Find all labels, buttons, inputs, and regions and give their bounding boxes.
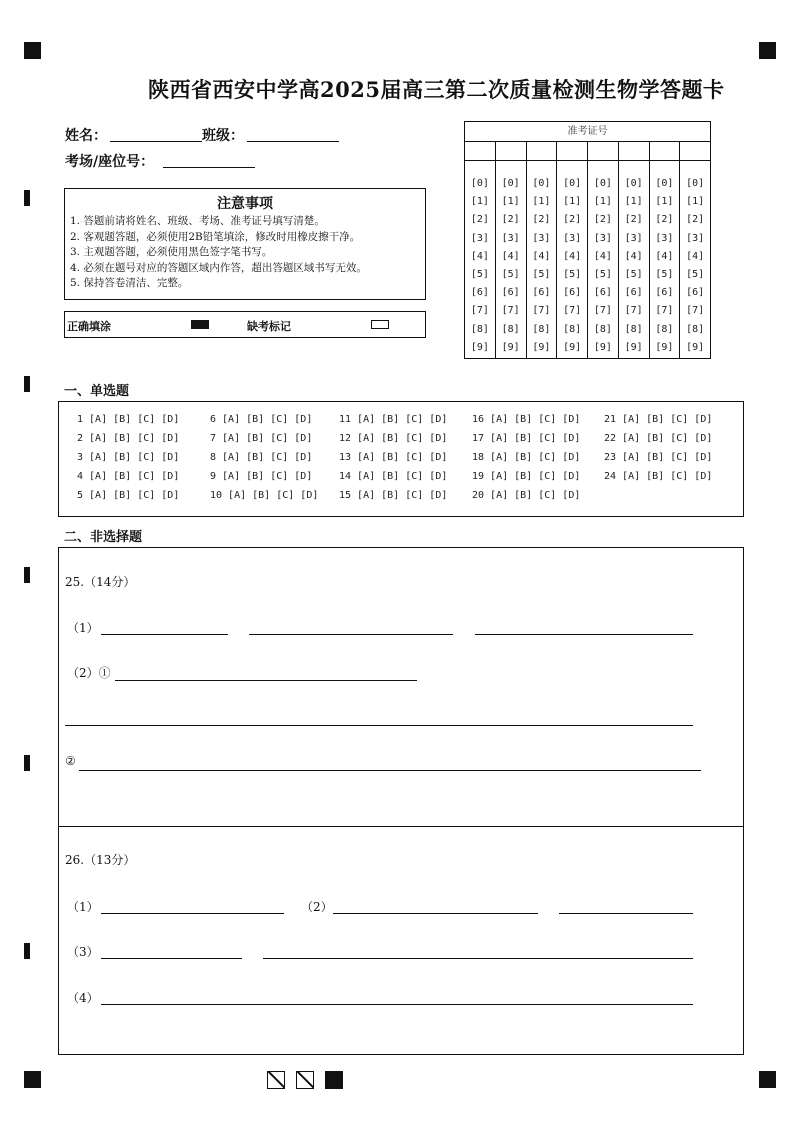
notice-item: 1. 答题前请将姓名、班级、考场、准考证号填写清楚。 <box>70 215 325 227</box>
admission-digit-option[interactable]: [8] <box>470 323 489 335</box>
admission-digit-option[interactable]: [9] <box>593 341 612 353</box>
timing-mark <box>24 943 30 959</box>
mc-question-22[interactable]: 22 [A] [B] [C] [D] <box>604 433 713 444</box>
q26-part3-blank[interactable] <box>101 958 242 959</box>
admission-digit-option[interactable]: [2] <box>655 214 674 226</box>
admission-digit-option[interactable]: [6] <box>532 287 551 299</box>
q26-heading: 26.（13分） <box>65 853 136 867</box>
admission-digit-option[interactable]: [8] <box>501 323 520 335</box>
admission-digit-option[interactable]: [6] <box>686 287 705 299</box>
admission-digit-option[interactable]: [2] <box>532 214 551 226</box>
admission-digit-option[interactable]: [1] <box>624 196 643 208</box>
timing-mark <box>24 376 30 392</box>
admission-digit-option[interactable]: [3] <box>655 232 674 244</box>
admission-number-grid <box>464 121 711 359</box>
q26-part2-blank[interactable] <box>559 913 693 914</box>
admission-digit-option[interactable]: [8] <box>593 323 612 335</box>
room-seat-field[interactable] <box>163 167 255 168</box>
mc-question-4[interactable]: 4 [A] [B] [C] [D] <box>77 471 180 482</box>
admission-digit-box[interactable] <box>465 142 495 161</box>
room-seat-label: 考场/座位号： <box>65 154 155 170</box>
mc-question-17[interactable]: 17 [A] [B] [C] [D] <box>472 433 581 444</box>
admission-digit-option[interactable]: [7] <box>624 305 643 317</box>
admission-digit-option[interactable]: [9] <box>563 341 582 353</box>
mc-question-10[interactable]: 10 [A] [B] [C] [D] <box>210 490 319 501</box>
admission-digit-box[interactable] <box>650 142 680 161</box>
timing-mark <box>24 567 30 583</box>
admission-digit-option[interactable]: [0] <box>563 178 582 189</box>
section2-title: 二、非选择题 <box>64 530 143 545</box>
admission-digit-option[interactable]: [0] <box>655 178 674 189</box>
correct-fill-sample <box>191 320 209 329</box>
q26-part4-blank[interactable] <box>101 1004 693 1005</box>
mc-question-19[interactable]: 19 [A] [B] [C] [D] <box>472 471 581 482</box>
q25-part2-blank[interactable] <box>65 725 693 726</box>
name-field[interactable] <box>110 141 202 142</box>
admission-column <box>588 142 619 358</box>
admission-digit-option[interactable]: [1] <box>655 196 674 208</box>
correct-fill-label: 正确填涂 <box>67 320 111 333</box>
page-title: 陕西省西安中学高2025届高三第二次质量检测生物学答题卡 <box>148 77 725 102</box>
question-25-area <box>58 547 744 827</box>
admission-column <box>557 142 588 358</box>
admission-digit-option[interactable]: [5] <box>686 268 705 280</box>
mc-question-6[interactable]: 6 [A] [B] [C] [D] <box>210 414 313 425</box>
admission-digit-option[interactable]: [5] <box>470 268 489 280</box>
q25-part2-blank[interactable] <box>115 680 417 681</box>
mc-question-7[interactable]: 7 [A] [B] [C] [D] <box>210 433 313 444</box>
admission-digit-option[interactable]: [8] <box>532 323 551 335</box>
admission-digit-option[interactable]: [4] <box>593 250 612 262</box>
q25-part2b-label: ② <box>65 754 76 768</box>
multiple-choice-area <box>58 401 744 517</box>
mc-question-15[interactable]: 15 [A] [B] [C] [D] <box>339 490 448 501</box>
mc-question-18[interactable]: 18 [A] [B] [C] [D] <box>472 452 581 463</box>
notice-box <box>64 188 426 300</box>
q25-part1-blank[interactable] <box>101 634 228 635</box>
admission-digit-option[interactable]: [3] <box>686 232 705 244</box>
q26-part4-label: （4） <box>67 991 99 1005</box>
admission-digit-option[interactable]: [2] <box>501 214 520 226</box>
q25-heading: 25.（14分） <box>65 575 136 589</box>
admission-digit-option[interactable]: [5] <box>532 268 551 280</box>
fill-legend <box>64 311 426 338</box>
corner-mark-top-left <box>24 42 41 59</box>
admission-digit-option[interactable]: [8] <box>655 323 674 335</box>
mc-question-1[interactable]: 1 [A] [B] [C] [D] <box>77 414 180 425</box>
admission-digit-option[interactable]: [5] <box>501 268 520 280</box>
admission-digit-option[interactable]: [3] <box>624 232 643 244</box>
admission-digit-option[interactable]: [2] <box>593 214 612 226</box>
admission-digit-option[interactable]: [6] <box>655 287 674 299</box>
admission-digit-option[interactable]: [4] <box>501 250 520 262</box>
admission-digit-option[interactable]: [9] <box>470 341 489 353</box>
class-field[interactable] <box>247 141 339 142</box>
mc-question-5[interactable]: 5 [A] [B] [C] [D] <box>77 490 180 501</box>
admission-digit-box[interactable] <box>680 142 710 161</box>
admission-digit-option[interactable]: [4] <box>655 250 674 262</box>
admission-digit-option[interactable]: [0] <box>532 178 551 189</box>
admission-digit-option[interactable]: [1] <box>563 196 582 208</box>
admission-digit-option[interactable]: [1] <box>686 196 705 208</box>
admission-digit-option[interactable]: [6] <box>501 287 520 299</box>
q26-part1-label: （1） <box>67 900 99 914</box>
mc-question-16[interactable]: 16 [A] [B] [C] [D] <box>472 414 581 425</box>
admission-column <box>496 142 527 358</box>
admission-digit-option[interactable]: [2] <box>686 214 705 226</box>
admission-digit-option[interactable]: [4] <box>686 250 705 262</box>
admission-column <box>680 142 710 358</box>
admission-digit-option[interactable]: [4] <box>532 250 551 262</box>
admission-digit-option[interactable]: [9] <box>532 341 551 353</box>
admission-digit-option[interactable]: [0] <box>470 178 489 189</box>
notice-item: 5. 保持答卷清洁、完整。 <box>70 277 189 290</box>
admission-column <box>465 142 496 358</box>
admission-digit-option[interactable]: [5] <box>624 268 643 280</box>
admission-digit-option[interactable]: [1] <box>470 196 489 208</box>
mc-question-21[interactable]: 21 [A] [B] [C] [D] <box>604 414 713 425</box>
notice-item: 4. 必须在题号对应的答题区域内作答，超出答题区域书写无效。 <box>70 261 367 274</box>
admission-digit-option[interactable]: [9] <box>686 341 705 353</box>
admission-digit-option[interactable]: [7] <box>593 305 612 317</box>
admission-digit-option[interactable]: [0] <box>593 178 612 189</box>
q25-part1-label: （1） <box>67 621 99 635</box>
q26-part2-label: （2） <box>301 900 333 914</box>
name-label: 姓名： <box>65 128 107 144</box>
admission-digit-option[interactable]: [0] <box>686 178 705 189</box>
page-code-mark <box>267 1071 285 1089</box>
mc-question-2[interactable]: 2 [A] [B] [C] [D] <box>77 433 180 444</box>
admission-digit-box[interactable] <box>527 142 557 161</box>
admission-digit-option[interactable]: [1] <box>501 196 520 208</box>
corner-mark-top-right <box>759 42 776 59</box>
mc-question-14[interactable]: 14 [A] [B] [C] [D] <box>339 471 448 482</box>
admission-digit-option[interactable]: [6] <box>593 287 612 299</box>
q25-part2b-blank[interactable] <box>79 770 701 771</box>
page-code-mark <box>296 1071 314 1089</box>
admission-digit-option[interactable]: [5] <box>593 268 612 280</box>
admission-digit-box[interactable] <box>588 142 618 161</box>
admission-digit-option[interactable]: [5] <box>655 268 674 280</box>
admission-digit-option[interactable]: [7] <box>655 305 674 317</box>
admission-digit-box[interactable] <box>496 142 526 161</box>
q26-part3-blank[interactable] <box>263 958 693 959</box>
absent-label: 缺考标记 <box>247 320 291 333</box>
admission-column <box>650 142 681 358</box>
mc-question-11[interactable]: 11 [A] [B] [C] [D] <box>339 414 448 425</box>
admission-title: 准考证号 <box>465 122 710 142</box>
admission-digit-option[interactable]: [2] <box>470 214 489 226</box>
admission-digit-option[interactable]: [7] <box>501 305 520 317</box>
admission-digit-box[interactable] <box>619 142 649 161</box>
admission-column <box>619 142 650 358</box>
notice-item: 2. 客观题答题，必须使用2B铅笔填涂，修改时用橡皮擦干净。 <box>70 230 361 243</box>
question-26-area <box>58 826 744 1055</box>
q26-part1-blank[interactable] <box>101 913 284 914</box>
admission-digit-box[interactable] <box>557 142 587 161</box>
admission-digit-option[interactable]: [7] <box>470 305 489 317</box>
admission-digit-option[interactable]: [3] <box>470 232 489 244</box>
corner-mark-bottom-right <box>759 1071 776 1088</box>
timing-mark <box>24 190 30 206</box>
absent-mark-box[interactable] <box>371 320 389 329</box>
admission-digit-option[interactable]: [4] <box>470 250 489 262</box>
admission-digit-option[interactable]: [6] <box>470 287 489 299</box>
mc-question-9[interactable]: 9 [A] [B] [C] [D] <box>210 471 313 482</box>
admission-digit-option[interactable]: [9] <box>501 341 520 353</box>
admission-digit-option[interactable]: [3] <box>563 232 582 244</box>
q25-part1-blank[interactable] <box>249 634 453 635</box>
mc-question-3[interactable]: 3 [A] [B] [C] [D] <box>77 452 180 463</box>
admission-digit-option[interactable]: [1] <box>593 196 612 208</box>
admission-digit-option[interactable]: [4] <box>563 250 582 262</box>
mc-question-12[interactable]: 12 [A] [B] [C] [D] <box>339 433 448 444</box>
admission-digit-option[interactable]: [6] <box>563 287 582 299</box>
admission-digit-option[interactable]: [3] <box>593 232 612 244</box>
notice-list <box>70 214 425 292</box>
admission-digit-option[interactable]: [8] <box>624 323 643 335</box>
admission-digit-option[interactable]: [7] <box>563 305 582 317</box>
admission-digit-option[interactable]: [5] <box>563 268 582 280</box>
admission-digit-option[interactable]: [0] <box>624 178 643 189</box>
q25-part1-blank[interactable] <box>475 634 693 635</box>
admission-digit-option[interactable]: [4] <box>624 250 643 262</box>
admission-digit-option[interactable]: [0] <box>501 178 520 189</box>
corner-mark-bottom-left <box>24 1071 41 1088</box>
page-code-mark-filled <box>325 1071 343 1089</box>
admission-digit-option[interactable]: [2] <box>563 214 582 226</box>
q26-part2-blank[interactable] <box>333 913 538 914</box>
q26-part3-label: （3） <box>67 945 99 959</box>
admission-digit-option[interactable]: [7] <box>532 305 551 317</box>
admission-digit-option[interactable]: [2] <box>624 214 643 226</box>
mc-question-13[interactable]: 13 [A] [B] [C] [D] <box>339 452 448 463</box>
admission-digit-option[interactable]: [1] <box>532 196 551 208</box>
class-label: 班级： <box>202 128 244 144</box>
admission-digit-option[interactable]: [9] <box>624 341 643 353</box>
admission-digit-option[interactable]: [9] <box>655 341 674 353</box>
mc-question-24[interactable]: 24 [A] [B] [C] [D] <box>604 471 713 482</box>
notice-title: 注意事项 <box>217 196 273 212</box>
section1-title: 一、单选题 <box>64 384 130 399</box>
admission-digit-option[interactable]: [3] <box>532 232 551 244</box>
admission-column <box>527 142 558 358</box>
admission-digit-option[interactable]: [6] <box>624 287 643 299</box>
admission-digit-option[interactable]: [7] <box>686 305 705 317</box>
mc-question-23[interactable]: 23 [A] [B] [C] [D] <box>604 452 713 463</box>
admission-digit-option[interactable]: [8] <box>686 323 705 335</box>
timing-mark <box>24 755 30 771</box>
admission-digit-option[interactable]: [3] <box>501 232 520 244</box>
admission-digit-option[interactable]: [8] <box>563 323 582 335</box>
notice-item: 3. 主观题答题，必须使用黑色签字笔书写。 <box>70 246 273 259</box>
q25-part2-label: （2）① <box>67 666 111 680</box>
mc-question-8[interactable]: 8 [A] [B] [C] [D] <box>210 452 313 463</box>
mc-question-20[interactable]: 20 [A] [B] [C] [D] <box>472 490 581 501</box>
